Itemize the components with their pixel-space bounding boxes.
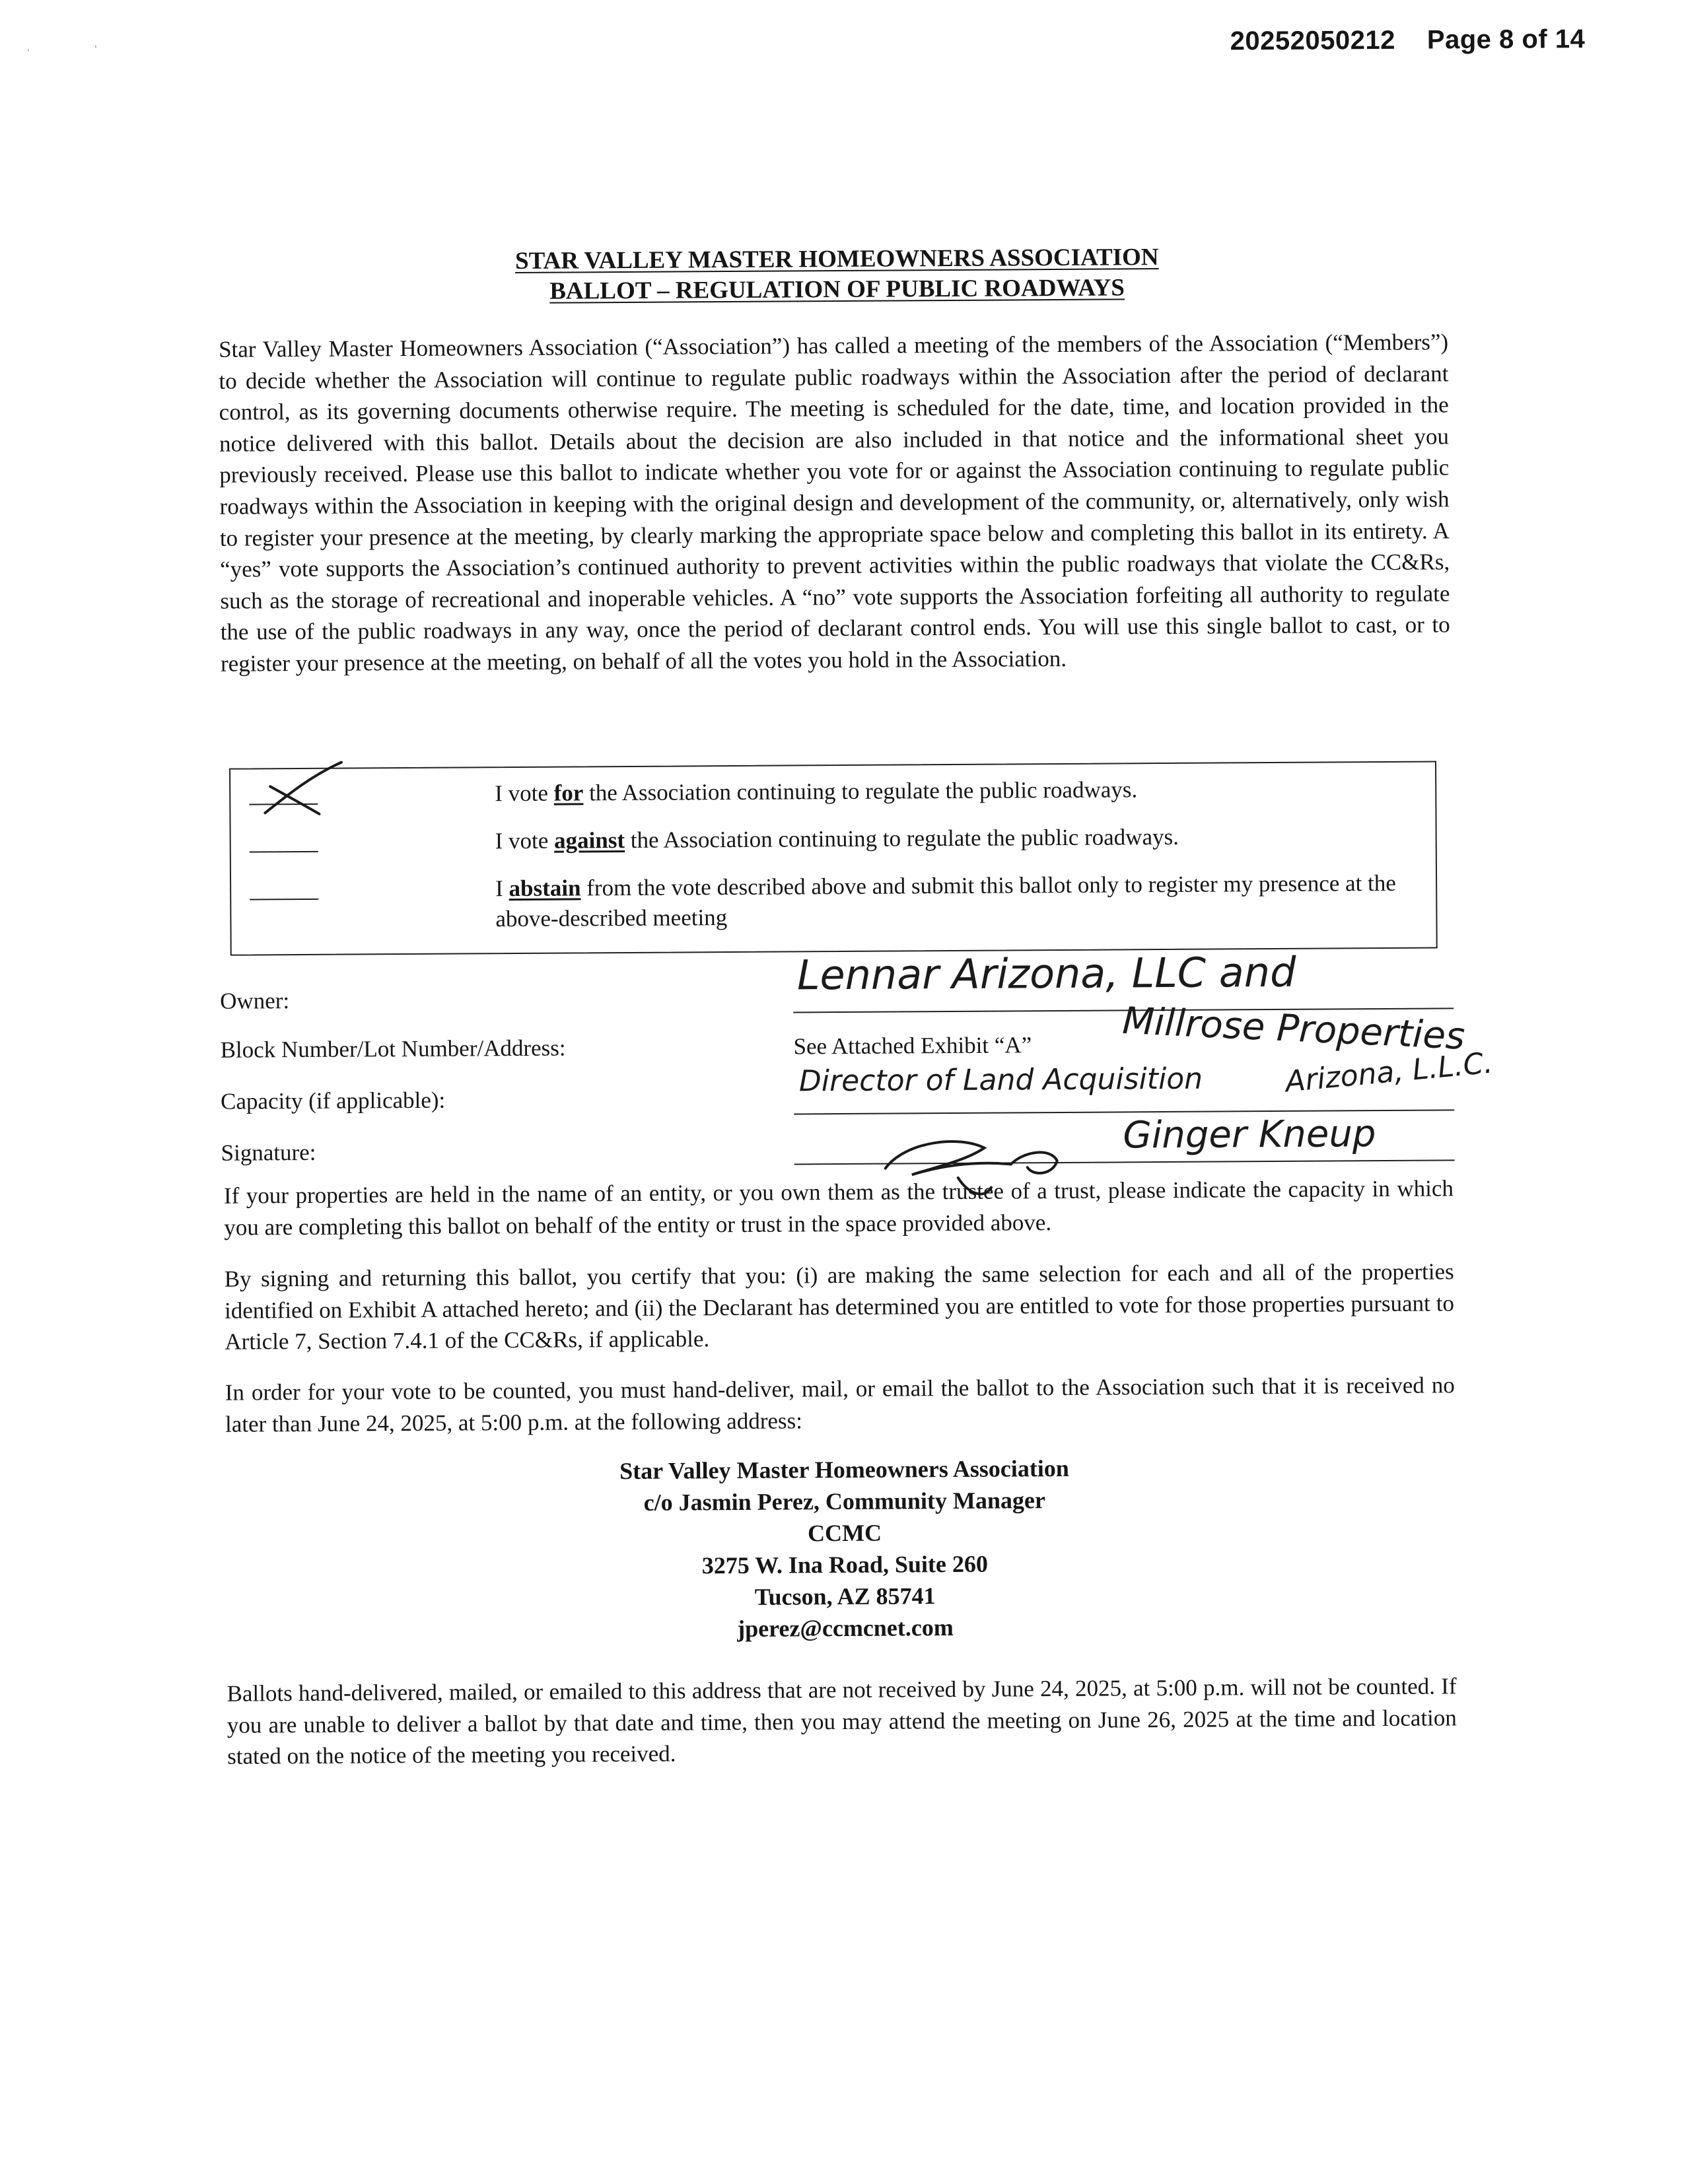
vote-option-against[interactable]	[231, 821, 1436, 854]
delivery-note: In order for your vote to be counted, you must hand-deliver, mail, or email the ballot to the Association such that it is received no later than June 24, 2025, at 5:00 p.m. at the following address:	[225, 1372, 1455, 1437]
scan-specks: · '	[26, 44, 97, 56]
keyword-for: for	[553, 780, 584, 806]
mailing-address-block	[2, 1449, 1684, 1649]
recording-number: 20252050212	[1230, 25, 1396, 56]
capacity-label: Capacity (if applicable):	[220, 1087, 446, 1114]
vote-options-box	[229, 761, 1438, 955]
vote-blank-abstain[interactable]	[250, 899, 318, 901]
address-line-4: 3275 W. Ina Road, Suite 260	[701, 1550, 989, 1579]
vote-option-abstain[interactable]	[231, 868, 1436, 932]
capacity-value: Director of Land Acquisition	[798, 1062, 1203, 1099]
page-indicator: Page 8 of 14	[1426, 24, 1586, 55]
address-line-5: Tucson, AZ 85741	[754, 1583, 936, 1610]
address-line-3: CCMC	[807, 1519, 882, 1547]
vote-option-for-label: I vote for the Association continuing to regulate the public roadways.	[495, 776, 1138, 807]
entity-note: If your properties are held in the name of an entity, or you own them as the trustee of a trust, please indicate the capacity in which you are completing this ballot on behalf of the entity or trust in the space provided above.	[223, 1175, 1454, 1241]
title-line-2: BALLOT – REGULATION OF PUBLIC ROADWAYS	[549, 274, 1125, 305]
address-printed: See Attached Exhibit “A”	[793, 1032, 1032, 1060]
contact-email[interactable]: jperez@ccmcnet.com	[737, 1614, 954, 1642]
address-label: Block Number/Lot Number/Address:	[220, 1035, 566, 1063]
owner-value: Lennar Arizona, LLC and	[796, 947, 1296, 1000]
keyword-abstain: abstain	[509, 875, 581, 902]
signature-name: Ginger Kneup	[1123, 1112, 1376, 1157]
vote-option-abstain-label: I abstain from the vote described above and submit this ballot only to register my presence at the above-described meeting	[495, 870, 1396, 932]
intro-paragraph: Star Valley Master Homeowners Association (“Association”) has called a meeting of the members of the Association (“Members”) to decide whether the Association will continue to regulate public roadways within the Association after the period of declarant control, as its governing documents otherwise require. The meeting is scheduled for the date, time, and location provided in the notice delivered with this ballot. Details about the decision are also included in that notice and the informational sheet you previously received. Please use this ballot to indicate whether you vote for or against the Association continuing to regulate public roadways within the Association in keeping with the original design and development of the community, or, alternatively, only wish to register your presence at the meeting, by clearly marking the appropriate space below and completing this ballot in its entirety. A “yes” vote supports the Association’s continued authority to prevent activities within the public roadways that violate the CC&Rs, such as the storage of recreational and inoperable vehicles. A “no” vote supports the Association forfeiting all authority to regulate the use of the public roadways in any way, once the period of declarant control ends. You will use this single ballot to cast, or to register your presence at the meeting, on behalf of all the votes you hold in the Association.	[219, 329, 1450, 677]
closing-note: Ballots hand-delivered, mailed, or emailed to this address that are not received by June 24, 2025, at 5:00 p.m. will not be counted. If you are unable to deliver a ballot by that date and time, then you may attend the meeting on June 26, 2025 at the time and location stated on the notice of the meeting you received.	[227, 1673, 1457, 1769]
recording-header	[1230, 24, 1586, 56]
check-x-mark-icon	[250, 761, 350, 817]
ballot-title	[0, 239, 1679, 310]
vote-blank-against[interactable]	[250, 851, 318, 853]
signature-label: Signature:	[221, 1139, 316, 1166]
vote-option-against-label: I vote against the Association continuing to regulate the public roadways.	[495, 823, 1179, 854]
address-handwritten: Millrose Properties	[1121, 999, 1466, 1058]
owner-continuation: Arizona, L.L.C.	[1284, 1046, 1494, 1099]
certify-note: By signing and returning this ballot, you certify that you: (i) are making the same selection for each and all of the properties identified on Exhibit A attached hereto; and (ii) the Declarant has determined you are entitled to vote for those properties pursuant to Article 7, Section 7.4.1 of the CC&Rs, if applicable.	[224, 1258, 1455, 1355]
keyword-against: against	[553, 827, 625, 854]
selected-mark-text: X	[250, 761, 251, 763]
title-line-1: STAR VALLEY MASTER HOMEOWNERS ASSOCIATION	[514, 244, 1159, 275]
address-line-2: c/o Jasmin Perez, Community Manager	[643, 1487, 1046, 1516]
address-line-1: Star Valley Master Homeowners Association	[619, 1454, 1069, 1485]
owner-label: Owner:	[220, 988, 290, 1014]
vote-option-for[interactable]	[230, 761, 1435, 807]
